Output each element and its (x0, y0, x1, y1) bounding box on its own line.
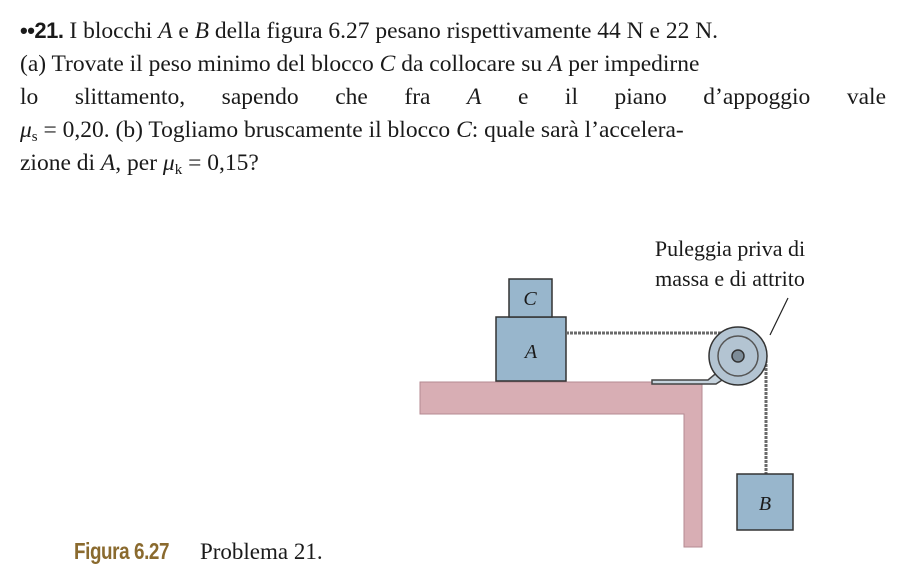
table (420, 382, 702, 547)
text: per impedirne (562, 51, 700, 77)
var-C: C (456, 117, 472, 143)
symbol-mu: μ (162, 150, 175, 176)
text: lo slittamento, sapendo che fra (20, 84, 468, 110)
figure-caption (74, 538, 323, 565)
text: = 0,15? (182, 150, 259, 176)
text: = 0,20. (b) Togliamo bruscamente il blocco (37, 117, 457, 143)
problem-number: ••21. (20, 18, 64, 43)
block-b-label: B (758, 493, 772, 515)
pulley-label-line-1: Puleggia priva di (654, 236, 806, 261)
pulley-label-line-2: massa e di attrito (655, 266, 805, 291)
var-A: A (100, 150, 116, 176)
var-A: A (158, 18, 173, 44)
text: I blocchi (69, 18, 159, 44)
text: e (172, 18, 195, 44)
block-a-label: A (524, 341, 538, 363)
subscript-k: k (174, 162, 183, 178)
label-leader-line (770, 298, 788, 335)
var-A: A (548, 51, 563, 77)
pulley-label (630, 234, 830, 294)
block-c-label: C (523, 288, 537, 310)
figure-number: Figura 6.27 (74, 538, 170, 564)
caption-text: Problema 21. (199, 539, 323, 564)
var-C: C (379, 51, 396, 77)
text: : quale sarà l’accelera- (471, 117, 684, 143)
text: da collocare su (395, 51, 549, 77)
text: e il piano d’appoggio vale (481, 84, 886, 110)
text: (a) Trovate il peso minimo del blocco (20, 51, 380, 77)
var-A: A (467, 84, 482, 110)
text: , per (115, 150, 163, 176)
text: zione di (20, 150, 101, 176)
pulley-axle (732, 350, 744, 362)
text: della figura 6.27 pesano rispettivamente 44 N e 22 N. (209, 18, 719, 44)
symbol-mu: μ (20, 117, 32, 143)
var-B: B (194, 18, 210, 44)
subscript-s: s (31, 129, 38, 145)
